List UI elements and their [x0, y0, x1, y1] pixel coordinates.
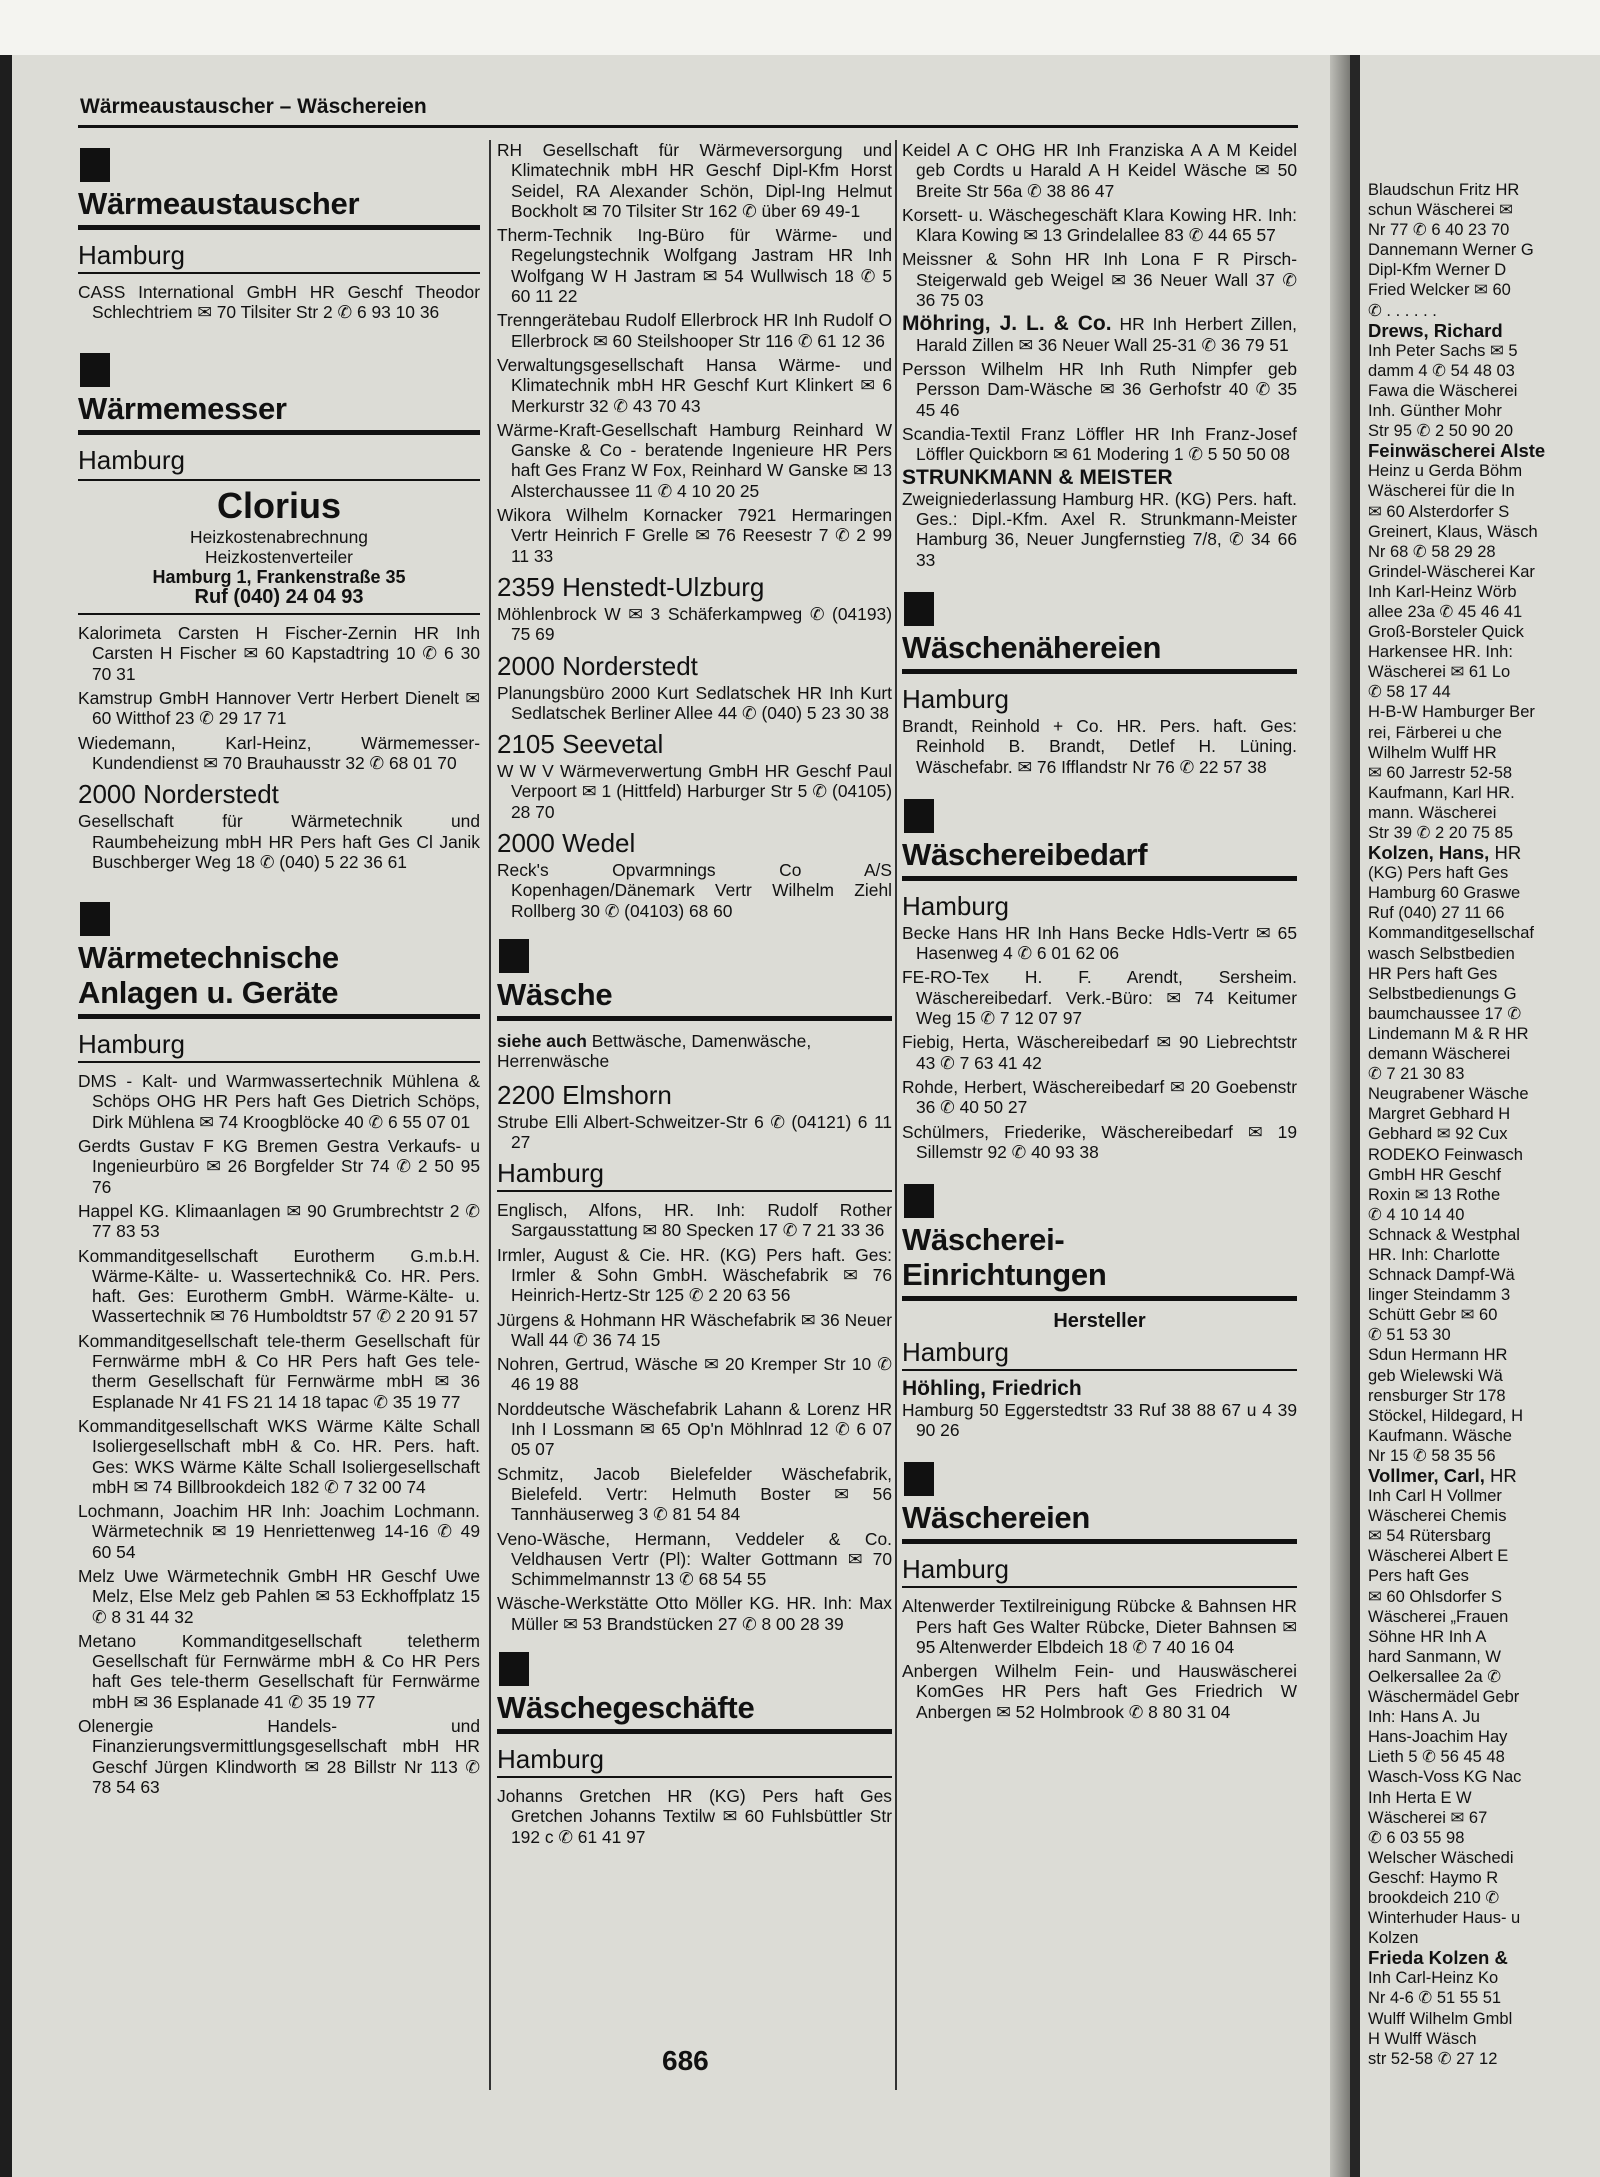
next-page-line: str 52-58 ✆ 27 12	[1368, 2049, 1498, 2068]
listing-entry: Reck's Opvarmnings Co A/S Kopenhagen/Dänemark Vertr Wilhelm Ziehl Rollberg 30 ✆ (04103) 68 60	[497, 860, 892, 921]
section-title: Wärmemesser	[78, 390, 287, 426]
section-marker	[904, 799, 934, 833]
next-page-line: Wäscherei ✉ 67	[1368, 1808, 1488, 1827]
next-page-line: Kommanditgesellschaf	[1368, 924, 1534, 943]
next-page-line: Inh Karl-Heinz Wörb	[1368, 582, 1517, 601]
section-rule	[78, 430, 480, 435]
city-heading: Hamburg	[78, 240, 185, 270]
listing-entry: Schülmers, Friederike, Wäschereibedarf ✉ 19 Sillemstr 92 ✆ 40 93 38	[902, 1121, 1297, 1162]
section-rule	[78, 1014, 480, 1019]
next-page-line: Wäscherei Albert E	[1368, 1547, 1509, 1566]
next-page-line: Nr 15 ✆ 58 35 56	[1368, 1446, 1496, 1465]
next-page-line: Neugrabener Wäsche	[1368, 1085, 1529, 1104]
city-heading: Hamburg	[78, 444, 185, 475]
listing-entry: Gerdts Gustav F KG Bremen Gestra Verkaufs- u Ingenieurbüro ✉ 26 Borgfelder Str 74 ✆ 2 50 95 76	[78, 1136, 480, 1197]
book-spine-shadow	[1350, 55, 1360, 2177]
listing-entry: Anbergen Wilhelm Fein- und Hauswäscherei KomGes HR Pers haft Ges Friedrich W Anbergen ✉ 52 Holmbrook ✆ 8 80 31 04	[902, 1661, 1297, 1722]
next-page-line: Wasch-Voss KG Nac	[1368, 1768, 1522, 1787]
section-title-line: Wäscherei-	[902, 1222, 1065, 1258]
next-page-line: ✉ 60 Alsterdorfer S	[1368, 502, 1510, 521]
listing-entry: CASS International GmbH HR Geschf Theodor Schlechtriem ✉ 70 Tilsiter Str 2 ✆ 6 93 10 36	[78, 282, 480, 323]
next-page-line: ✉ 60 Ohlsdorfer S	[1368, 1587, 1502, 1606]
listing-entry: Planungsbüro 2000 Kurt Sedlatschek HR Inh Kurt Sedlatschek Berliner Allee 44 ✆ (040) 5 23 30 38	[497, 682, 892, 723]
scan-top-margin	[0, 0, 1600, 55]
next-page-line: Nr 77 ✆ 6 40 23 70	[1368, 221, 1510, 240]
city-rule	[78, 1061, 480, 1063]
listing-entry: Veno-Wäsche, Hermann, Veddeler & Co. Veldhausen Vertr (Pl): Walter Gottmann ✉ 70 Schimmelmannstr 13 ✆ 68 54 55	[497, 1528, 892, 1590]
listing-entry: Persson Wilhelm HR Inh Ruth Nimpfer geb Persson Dam-Wäsche ✉ 36 Gerhofstr 40 ✆ 35 45 46	[902, 358, 1297, 420]
section-rule	[497, 1729, 892, 1734]
section-rule	[902, 876, 1297, 881]
next-page-line: Ruf (040) 27 11 66	[1368, 904, 1505, 923]
next-page-line: Lindemann M & R HR	[1368, 1024, 1529, 1043]
section-marker	[499, 1652, 529, 1686]
column-4-cropped	[1368, 180, 1600, 2160]
city-heading: Hamburg	[902, 890, 1009, 921]
next-page-line: Dannemann Werner G	[1368, 241, 1534, 260]
listing-entry: Johanns Gretchen HR (KG) Pers haft Ges Gretchen Johanns Textilw ✉ 60 Fuhlsbüttler Str 192 c ✆ 61 41 97	[497, 1786, 892, 1847]
city-heading: 2000 Norderstedt	[497, 650, 698, 681]
next-page-line: Sdun Hermann HR	[1368, 1346, 1508, 1365]
next-page-line: Frieda Kolzen &	[1368, 1947, 1508, 1969]
listing-entry: Becke Hans HR Inh Hans Becke Hdls-Vertr ✉ 65 Hasenweg 4 ✆ 6 01 62 06	[902, 922, 1297, 964]
next-page-line: Wäscherei für die In	[1368, 482, 1515, 501]
next-page-line: Schütt Gebr ✉ 60	[1368, 1306, 1498, 1325]
next-page-line: Söhne HR Inh A	[1368, 1627, 1487, 1646]
entry-name-bold: Vollmer, Carl,	[1368, 1465, 1485, 1486]
next-page-line: ✆ 58 17 44	[1368, 683, 1451, 702]
next-page-line: Feinwäscherei Alste	[1368, 440, 1546, 462]
next-page-line: Groß-Borsteler Quick	[1368, 623, 1524, 642]
ad-address: Hamburg 1, Frankenstraße 35	[152, 566, 406, 587]
next-page-line: Oelkersallee 2a ✆	[1368, 1667, 1502, 1686]
next-page-line: Kaufmann. Wäsche	[1368, 1426, 1512, 1445]
next-page-line: HR. Inh: Charlotte	[1368, 1245, 1501, 1264]
column-3	[902, 140, 1297, 2100]
next-page-line: RODEKO Feinwasch	[1368, 1145, 1523, 1164]
next-page-line	[1368, 843, 1600, 863]
next-page-cropped	[1360, 55, 1600, 2177]
column-2	[497, 140, 892, 2100]
next-page-line	[1368, 1466, 1600, 1486]
hr-suffix: HR	[1494, 842, 1522, 864]
column-divider	[895, 140, 897, 2090]
listing-entry: FE-RO-Tex H. F. Arendt, Sersheim. Wäschereibedarf. Verk.-Büro: ✉ 74 Keitumer Weg 15 ✆ 7 12 07 97	[902, 967, 1297, 1029]
section-title: Wäschenähereien	[902, 629, 1162, 665]
listing-entry: Altenwerder Textilreinigung Rübcke & Bahnsen HR Pers haft Ges Walter Rübcke, Dieter Bahnsen ✉ 95 Altenwerder Elbdeich 18 ✆ 7 40 16 04	[902, 1596, 1297, 1657]
listing-entry: Keidel A C OHG HR Inh Franziska A A M Keidel geb Cordts u Harald A H Keidel Wäsche ✉ 50 Breite Str 56a ✆ 38 86 47	[902, 140, 1297, 201]
next-page-line: Welscher Wäschedi	[1368, 1848, 1514, 1867]
listing-entry: Wäsche-Werkstätte Otto Möller KG. HR. Inh: Max Müller ✉ 53 Brandstücken 27 ✆ 8 00 28 39	[497, 1593, 892, 1634]
next-page-line: rei, Färberei u che	[1368, 723, 1502, 742]
next-page-line: H-B-W Hamburger Ber	[1368, 703, 1535, 722]
next-page-line: Schnack & Westphal	[1368, 1225, 1520, 1244]
entry-details: Hamburg 50 Eggerstedtstr 33 Ruf 38 88 67 u 4 39 90 26	[902, 1399, 1297, 1440]
running-head-rule	[78, 125, 1298, 128]
city-rule	[902, 1586, 1297, 1588]
next-page-line: GmbH HR Geschf	[1368, 1165, 1501, 1184]
book-gutter	[1330, 55, 1350, 2177]
page-number: 686	[662, 2045, 709, 2076]
city-heading: 2105 Seevetal	[497, 729, 664, 760]
scan-left-edge	[0, 55, 12, 2177]
listing-entry: Englisch, Alfons, HR. Inh: Rudolf Rother Sargausstattung ✉ 80 Specken 17 ✆ 7 21 33 36	[497, 1200, 892, 1241]
section-title: Wärmeaustauscher	[78, 186, 360, 221]
subheading-hersteller: Hersteller	[1053, 1310, 1146, 1333]
next-page-line: Roxin ✉ 13 Rothe	[1368, 1185, 1501, 1204]
listing-entry: Rohde, Herbert, Wäschereibedarf ✉ 20 Goebenstr 36 ✆ 40 50 27	[902, 1076, 1297, 1118]
next-page-line: demann Wäscherei	[1368, 1045, 1511, 1064]
listing-entry: Wikora Wilhelm Kornacker 7921 Hermaringen Vertr Heinrich F Grelle ✉ 76 Reesestr 7 ✆ 2 99 11 33	[497, 505, 892, 566]
section-title: Wäsche	[497, 976, 613, 1012]
entry-name-bold: Möhring, J. L. & Co.	[902, 312, 1112, 336]
section-title-line: Anlagen u. Geräte	[78, 975, 339, 1011]
section-marker	[499, 939, 529, 973]
city-heading: 2000 Norderstedt	[78, 779, 279, 810]
next-page-line: baumchaussee 17 ✆	[1368, 1004, 1522, 1023]
listing-entry: Kommanditgesellschaft WKS Wärme Kälte Schall Isoliergesellschaft mbH & Co. HR. Pers. haft. Ges: WKS Wärme Kälte Schall Isoliergesellschaft mbH ✉ 74 Billbrookdeich 182 ✆ 7 32 00 74	[78, 1415, 480, 1497]
listing-entry: Happel KG. Klimaanlagen ✉ 90 Grumbrechtstr 2 ✆ 77 83 53	[78, 1200, 480, 1242]
section-rule	[902, 669, 1297, 674]
listing-entry: Kalorimeta Carsten H Fischer-Zernin HR Inh Carsten H Fischer ✉ 60 Kapstadtring 10 ✆ 6 30 70 31	[78, 623, 480, 684]
next-page-line: Inh Peter Sachs ✉ 5	[1368, 341, 1518, 360]
section-marker	[80, 353, 110, 387]
city-heading: 2359 Henstedt-Ulzburg	[497, 571, 765, 602]
section-title-line: Einrichtungen	[902, 1257, 1107, 1293]
listing-entry: Gesellschaft für Wärmetechnik und Raumbeheizung mbH HR Pers haft Ges Cl Janik Buschberger Weg 18 ✆ (040) 5 22 36 61	[78, 811, 480, 872]
next-page-line: Stöckel, Hildegard, H	[1368, 1406, 1523, 1425]
listing-entry: Jürgens & Hohmann HR Wäschefabrik ✉ 36 Neuer Wall 44 ✆ 36 74 15	[497, 1309, 892, 1350]
next-page-line: Geschf: Haymo R	[1368, 1868, 1499, 1887]
next-page-line: Schnack Dampf-Wä	[1368, 1266, 1515, 1285]
ad-company-name: Clorius	[216, 484, 341, 526]
next-page-line: Wäscherei ✉ 61 Lo	[1368, 663, 1511, 682]
listing-entry-strunkmann	[902, 468, 1297, 569]
next-page-line: ✆ 6 03 55 98	[1368, 1828, 1465, 1847]
next-page-line: Selbstbedienungs G	[1368, 984, 1517, 1003]
listing-entry: Trenngerätebau Rudolf Ellerbrock HR Inh Rudolf O Ellerbrock ✉ 60 Steilshooper Str 116 ✆ 61 12 36	[497, 310, 892, 351]
next-page-line: Wäscherei „Frauen	[1368, 1607, 1509, 1626]
listing-entry: Olenergie Handels- und Finanzierungsvermittlungsgesellschaft mbH HR Geschf Jürgen Klindworth ✉ 28 Billstr Nr 113 ✆ 78 54 63	[78, 1716, 480, 1797]
city-heading: Hamburg	[902, 1337, 1009, 1368]
entry-details: Zweigniederlassung Hamburg HR. (KG) Pers. haft. Ges.: Dipl.-Kfm. Axel R. Strunkmann-Meister Hamburg 36, Neuer Jungfernstieg 7/8, ✆ 34 66 33	[902, 488, 1297, 570]
next-page-line: Greinert, Klaus, Wäsch	[1368, 522, 1538, 541]
next-page-line: ✆ 7 21 30 83	[1368, 1065, 1465, 1084]
next-page-line: Grindel-Wäscherei Kar	[1368, 562, 1535, 581]
next-page-line: Inh. Günther Mohr	[1368, 402, 1502, 421]
listing-entry: Wiedemann, Karl-Heinz, Wärmemesser-Kundendienst ✉ 70 Brauhausstr 32 ✆ 68 01 70	[78, 732, 480, 773]
column-1	[78, 140, 480, 2100]
section-title-line: Wärmetechnische	[78, 940, 339, 976]
next-page-line: Blaudschun Fritz HR	[1368, 181, 1520, 199]
listing-entry: Kommanditgesellschaft Eurotherm G.m.b.H. Wärme-Kälte- u. Wassertechnik& Co. HR. Pers. haft. Ges: Eurotherm GmbH. Wärme-Kälte- u. Wassertechnik ✉ 76 Humboldtstr 57 ✆ 2 20 91 57	[78, 1245, 480, 1327]
city-rule	[78, 272, 480, 274]
next-page-line: Str 95 ✆ 2 50 90 20	[1368, 422, 1514, 441]
listing-entry: Schmitz, Jacob Bielefelder Wäschefabrik, Bielefeld. Vertr: Helmuth Boster ✉ 56 Tannhäuserweg 3 ✆ 81 54 84	[497, 1463, 892, 1525]
next-page-line: Wäschermädel Gebr	[1368, 1688, 1520, 1707]
next-page-line: Inh Carl H Vollmer	[1368, 1487, 1502, 1506]
next-page-line: Dipl-Kfm Werner D	[1368, 261, 1507, 280]
listing-entry: Wärme-Kraft-Gesellschaft Hamburg Reinhard W Ganske & Co - beratende Ingenieure HR Pers haft Ges Franz W Fox, Reinhard W Ganske ✉ 13 Alsterchaussee 11 ✆ 4 10 20 25	[497, 419, 892, 501]
listing-entry: DMS - Kalt- und Warmwassertechnik Mühlena & Schöps OHG HR Pers haft Ges Dietrich Schöps, Dirk Mühlena ✉ 74 Kroogblöcke 40 ✆ 6 55 07 01	[78, 1071, 480, 1132]
listing-entry: Fiebig, Herta, Wäschereibedarf ✉ 90 Liebrechtstr 43 ✆ 7 63 41 42	[902, 1032, 1297, 1073]
next-page-line: Inh: Hans A. Ju	[1368, 1708, 1480, 1727]
listing-entry: Norddeutsche Wäschefabrik Lahann & Lorenz HR Inh I Lossmann ✉ 65 Op'n Möhlnrad 12 ✆ 6 07 05 07	[497, 1398, 892, 1460]
section-marker	[80, 902, 110, 936]
ad-phone: Ruf (040) 24 04 93	[194, 585, 364, 608]
section-rule	[902, 1296, 1297, 1301]
listing-entry: Metano Kommanditgesellschaft teletherm Gesellschaft für Fernwärme mbH & Co HR Pers haft Ges tele-therm Gesellschaft für Fernwärme mbH ✉ 36 Esplanade 41 ✆ 35 19 77	[78, 1630, 480, 1712]
listing-entry: Brandt, Reinhold + Co. HR. Pers. haft. Ges: Reinhold B. Brandt, Detlef H. Lüning. Wäschefabr. ✉ 76 Ifflandstr Nr 76 ✆ 22 57 38	[902, 715, 1297, 777]
next-page-line: rensburger Str 178	[1368, 1386, 1506, 1405]
listing-entry: Kamstrup GmbH Hannover Vertr Herbert Dienelt ✉ 60 Witthof 23 ✆ 29 17 71	[78, 688, 480, 729]
entry-name-bold: Kolzen, Hans,	[1368, 842, 1490, 864]
next-page-line: Inh Carl-Heinz Ko	[1368, 1969, 1499, 1988]
next-page-line: hard Sanmann, W	[1368, 1647, 1501, 1666]
next-page-line: Lieth 5 ✆ 56 45 48	[1368, 1748, 1505, 1767]
running-head: Wärmeaustauscher – Wäschereien	[80, 95, 427, 118]
listing-entry: Lochmann, Joachim HR Inh: Joachim Lochmann. Wärmetechnik ✉ 19 Henriettenweg 14-16 ✆ 49 60 54	[78, 1501, 480, 1562]
city-heading: Hamburg	[497, 1744, 604, 1775]
section-title: Wäschereibedarf	[902, 836, 1148, 872]
next-page-line: Wulff Wilhelm Gmbl	[1368, 2009, 1513, 2028]
see-also-text: Bettwäsche, Damenwäsche, Herrenwäsche	[497, 1030, 812, 1072]
next-page-line: Fawa die Wäscherei	[1368, 381, 1518, 400]
next-page-line: brookdeich 210 ✆	[1368, 1888, 1500, 1907]
next-page-line: ✉ 54 Rütersbarg	[1368, 1527, 1491, 1546]
section-title: Wäschegeschäfte	[497, 1690, 755, 1726]
next-page-line: (KG) Pers haft Ges	[1368, 864, 1509, 883]
city-rule	[497, 1776, 892, 1778]
next-page-line: ✆ . . . . . .	[1368, 301, 1437, 320]
next-page-line: mann. Wäscherei	[1368, 803, 1497, 822]
listing-entry: RH Gesellschaft für Wärmeversorgung und Klimatechnik mbH HR Geschf Dipl-Kfm Horst Seidel, RA Alexander Schön, Dipl-Ing Helmut Bockholt ✉ 70 Tilsiter Str 162 ✆ über 69 49-1	[497, 140, 892, 221]
section-rule	[497, 1016, 892, 1021]
next-page-line: linger Steindamm 3	[1368, 1286, 1511, 1305]
next-page-line: schun Wäscherei ✉	[1368, 201, 1513, 220]
next-page-line: Drews, Richard	[1368, 319, 1503, 341]
city-heading: Hamburg	[78, 1029, 185, 1060]
city-heading: 2200 Elmshorn	[497, 1079, 672, 1110]
column-divider	[489, 140, 491, 2090]
next-page-line: Wilhelm Wulff HR	[1368, 743, 1497, 762]
next-page-line: Fried Welcker ✉ 60	[1368, 281, 1511, 300]
next-page-line: Heinz u Gerda Böhm	[1368, 462, 1523, 481]
listing-entry: W W V Wärmeverwertung GmbH HR Geschf Paul Verpoort ✉ 1 (Hittfeld) Harburger Str 5 ✆ (04105) 28 70	[497, 761, 892, 822]
city-heading: Hamburg	[497, 1158, 604, 1189]
listing-entry: Therm-Technik Ing-Büro für Wärme- und Regelungstechnik Wolfgang Jastram HR Inh Wolfgang W H Jastram ✉ 54 Wullwisch 18 ✆ 5 60 11 22	[497, 225, 892, 307]
next-page-line: Harkensee HR. Inh:	[1368, 643, 1513, 662]
next-page-line: HR Pers haft Ges	[1368, 964, 1498, 983]
see-also-label: siehe auch	[497, 1030, 587, 1051]
next-page-line: Nr 68 ✆ 58 29 28	[1368, 542, 1496, 561]
next-page-line: Hamburg 60 Graswe	[1368, 884, 1521, 903]
next-page-line: Inh Herta E W	[1368, 1788, 1472, 1807]
section-rule	[78, 225, 480, 230]
listing-entry: Verwaltungsgesellschaft Hansa Wärme- und Klimatechnik mbH HR Geschf Kurt Klinkert ✉ 6 Merkurstr 32 ✆ 43 70 43	[497, 354, 892, 416]
clorius-advertisement	[78, 479, 480, 616]
hr-suffix: HR	[1490, 1465, 1517, 1486]
listing-entry: Korsett- u. Wäschegeschäft Klara Kowing HR. Inh: Klara Kowing ✉ 13 Grindelallee 83 ✆ 44 65 57	[902, 204, 1297, 246]
next-page-line: allee 23a ✆ 45 46 41	[1368, 602, 1523, 621]
section-marker	[904, 1462, 934, 1496]
next-page-line: Margret Gebhard H	[1368, 1105, 1511, 1124]
entry-details: HR Inh Herbert Zillen, Harald Zillen ✉ 36 Neuer Wall 25-31 ✆ 36 79 51	[916, 314, 1297, 355]
listing-entry: Scandia-Textil Franz Löffler HR Inh Franz-Josef Löffler Quickborn ✉ 61 Modering 1 ✆ 5 50 50 08	[902, 423, 1297, 465]
ad-line: Heizkostenabrechnung	[190, 526, 368, 547]
listing-entry: Nohren, Gertrud, Wäsche ✉ 20 Kremper Str 10 ✆ 46 19 88	[497, 1354, 892, 1395]
section-rule	[902, 1539, 1297, 1544]
listing-entry: Melz Uwe Wärmetechnik GmbH HR Geschf Uwe Melz, Else Melz geb Pahlen ✉ 53 Eckhoffplatz 15 ✆ 8 31 44 32	[78, 1565, 480, 1627]
city-heading: 2000 Wedel	[497, 828, 636, 859]
city-heading: Hamburg	[902, 683, 1009, 714]
next-page-line: Nr 4-6 ✆ 51 55 51	[1368, 1989, 1502, 2008]
city-heading: Hamburg	[902, 1554, 1009, 1585]
next-page-line: Hans-Joachim Hay	[1368, 1728, 1508, 1747]
next-page-line: Str 39 ✆ 2 20 75 85	[1368, 824, 1514, 842]
see-also-note	[497, 1031, 892, 1072]
next-page-line: damm 4 ✆ 54 48 03	[1368, 361, 1515, 380]
next-page-line: Wäscherei Chemis	[1368, 1507, 1507, 1526]
next-page-line: geb Wielewski Wä	[1368, 1366, 1503, 1385]
entry-name-bold: STRUNKMANN & MEISTER	[902, 466, 1173, 490]
next-page-line: ✆ 51 53 30	[1368, 1326, 1451, 1345]
listing-entry: Möhlenbrock W ✉ 3 Schäferkampweg ✆ (04193) 75 69	[497, 603, 892, 645]
section-marker	[80, 148, 110, 182]
section-title: Wäschereien	[902, 1500, 1090, 1536]
next-page-line: Kolzen	[1368, 1929, 1419, 1948]
next-page-line: ✉ 60 Jarrestr 52-58	[1368, 763, 1513, 782]
next-page-line: wasch Selbstbedien	[1368, 944, 1515, 963]
city-rule	[497, 1190, 892, 1192]
next-page-line: Kaufmann, Karl HR.	[1368, 783, 1515, 802]
listing-entry: Irmler, August & Cie. HR. (KG) Pers haft. Ges: Irmler & Sohn GmbH. Wäschefabrik ✉ 76 Heinrich-Hertz-Str 125 ✆ 2 20 63 56	[497, 1244, 892, 1306]
section-marker	[904, 1184, 934, 1218]
listing-entry-hoehling	[902, 1379, 1297, 1440]
section-marker	[904, 592, 934, 626]
next-page-line: Gebhard ✉ 92 Cux	[1368, 1125, 1508, 1144]
next-page-line: Winterhuder Haus- u	[1368, 1909, 1521, 1928]
listing-entry: Strube Elli Albert-Schweitzer-Str 6 ✆ (04121) 6 11 27	[497, 1111, 892, 1152]
city-rule	[902, 1369, 1297, 1371]
listing-entry-moehring	[902, 314, 1297, 355]
next-page-line: ✆ 4 10 14 40	[1368, 1205, 1465, 1224]
next-page-line: H Wulff Wäsch	[1368, 2029, 1477, 2048]
next-page-line: Pers haft Ges	[1368, 1567, 1469, 1586]
listing-entry: Meissner & Sohn HR Inh Lona F R Pirsch-Steigerwald geb Weigel ✉ 36 Neuer Wall 37 ✆ 36 75 03	[902, 249, 1297, 311]
listing-entry: Kommanditgesellschaft tele-therm Gesellschaft für Fernwärme mbH & Co HR Pers haft Ges tele-therm Gesellschaft für Fernwärme mbH ✉ 36 Esplanade Nr 41 FS 21 14 18 tapac ✆ 35 19 77	[78, 1330, 480, 1412]
entry-name-bold: Höhling, Friedrich	[902, 1377, 1082, 1401]
ad-line: Heizkostenverteiler	[205, 546, 353, 567]
